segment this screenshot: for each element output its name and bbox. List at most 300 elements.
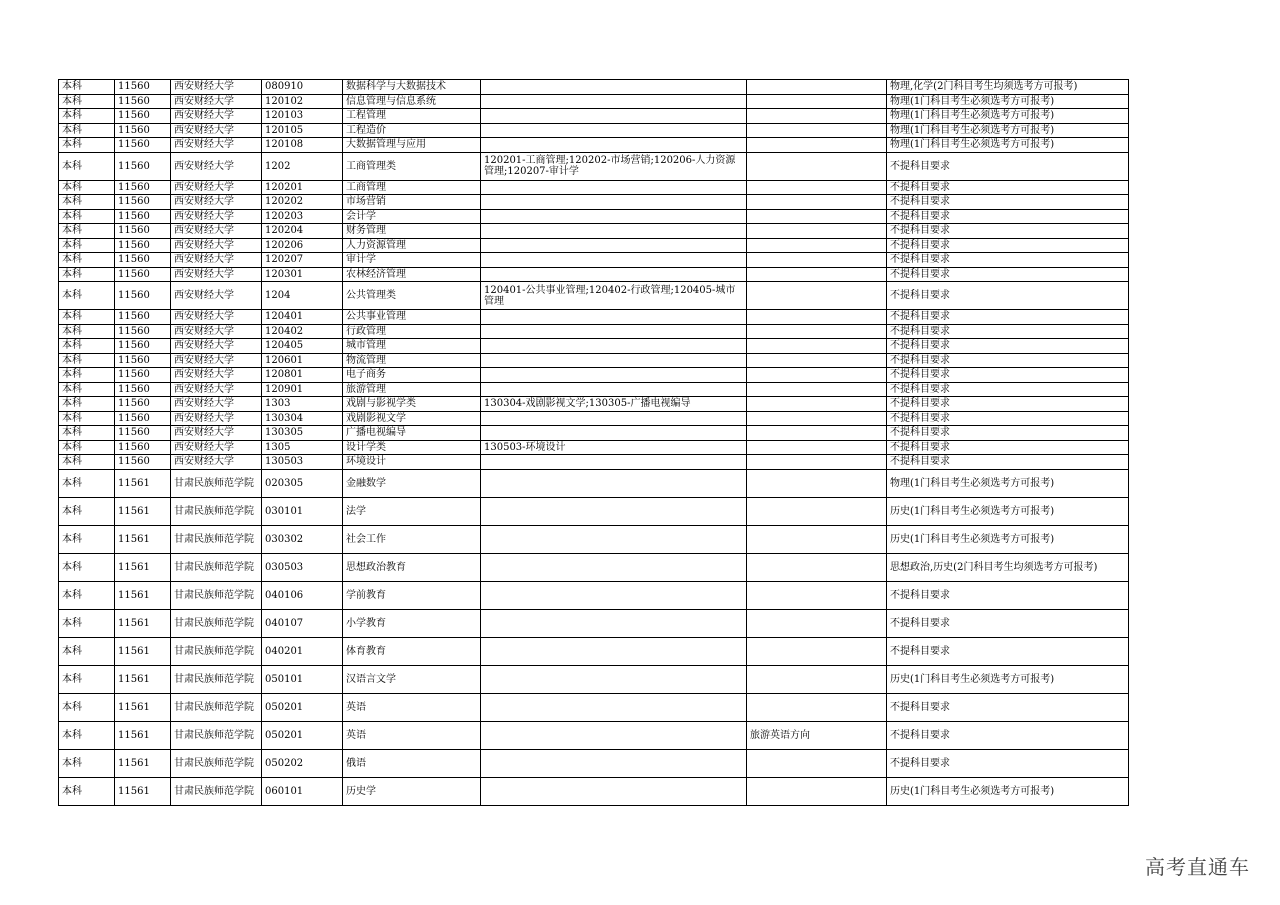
included-majors-cell [481, 426, 747, 441]
table-row [59, 224, 1129, 239]
table-row [59, 382, 1129, 397]
level-cell: 本科 [59, 138, 115, 153]
major-name-cell: 工程管理 [343, 109, 481, 124]
major-code-cell: 030503 [262, 553, 343, 581]
major-code-cell: 040106 [262, 581, 343, 609]
table-body [59, 80, 1129, 806]
table-row [59, 238, 1129, 253]
major-code-cell: 120206 [262, 238, 343, 253]
included-majors-cell [481, 721, 747, 749]
included-majors-cell [481, 609, 747, 637]
school-code-cell: 11560 [115, 310, 171, 325]
remark-cell [747, 581, 887, 609]
school-code-cell: 11560 [115, 339, 171, 354]
major-code-cell: 030302 [262, 525, 343, 553]
level-cell: 本科 [59, 368, 115, 383]
school-name-cell: 西安财经大学 [171, 426, 262, 441]
remark-cell [747, 777, 887, 805]
subject-requirement-cell: 历史(1门科目考生必须选考方可报考) [887, 777, 1129, 805]
major-name-cell: 财务管理 [343, 224, 481, 239]
school-name-cell: 西安财经大学 [171, 411, 262, 426]
subject-requirement-cell: 不提科目要求 [887, 195, 1129, 210]
major-name-cell: 市场营销 [343, 195, 481, 210]
included-majors-cell [481, 267, 747, 282]
table-row [59, 195, 1129, 210]
level-cell: 本科 [59, 382, 115, 397]
remark-cell [747, 553, 887, 581]
remark-cell [747, 209, 887, 224]
major-name-cell: 会计学 [343, 209, 481, 224]
subject-requirement-cell: 历史(1门科目考生必须选考方可报考) [887, 525, 1129, 553]
included-majors-cell [481, 138, 747, 153]
included-majors-cell [481, 180, 747, 195]
remark-cell [747, 238, 887, 253]
school-name-cell: 甘肃民族师范学院 [171, 497, 262, 525]
school-name-cell: 西安财经大学 [171, 123, 262, 138]
included-majors-cell [481, 310, 747, 325]
remark-cell [747, 94, 887, 109]
major-code-cell: 120105 [262, 123, 343, 138]
major-code-cell: 1202 [262, 152, 343, 180]
subject-requirement-cell: 不提科目要求 [887, 238, 1129, 253]
major-code-cell: 120801 [262, 368, 343, 383]
school-name-cell: 甘肃民族师范学院 [171, 637, 262, 665]
school-code-cell: 11561 [115, 777, 171, 805]
school-code-cell: 11560 [115, 382, 171, 397]
major-code-cell: 120204 [262, 224, 343, 239]
remark-cell [747, 637, 887, 665]
school-name-cell: 西安财经大学 [171, 339, 262, 354]
major-code-cell: 120402 [262, 324, 343, 339]
major-code-cell: 120202 [262, 195, 343, 210]
major-code-cell: 120103 [262, 109, 343, 124]
included-majors-cell [481, 80, 747, 95]
school-code-cell: 11560 [115, 195, 171, 210]
school-name-cell: 西安财经大学 [171, 353, 262, 368]
major-code-cell: 050201 [262, 693, 343, 721]
major-code-cell: 060101 [262, 777, 343, 805]
school-name-cell: 甘肃民族师范学院 [171, 581, 262, 609]
major-name-cell: 英语 [343, 721, 481, 749]
subject-requirement-cell: 物理(1门科目考生必须选考方可报考) [887, 109, 1129, 124]
school-name-cell: 西安财经大学 [171, 195, 262, 210]
subject-requirement-cell: 不提科目要求 [887, 637, 1129, 665]
major-name-cell: 公共事业管理 [343, 310, 481, 325]
included-majors-cell [481, 693, 747, 721]
school-code-cell: 11561 [115, 609, 171, 637]
table-row [59, 497, 1129, 525]
major-code-cell: 120405 [262, 339, 343, 354]
school-code-cell: 11560 [115, 397, 171, 412]
included-majors-cell [481, 497, 747, 525]
table-row [59, 581, 1129, 609]
subject-requirement-cell: 不提科目要求 [887, 440, 1129, 455]
school-name-cell: 西安财经大学 [171, 368, 262, 383]
major-name-cell: 戏剧影视文学 [343, 411, 481, 426]
remark-cell [747, 339, 887, 354]
remark-cell [747, 455, 887, 470]
school-code-cell: 11560 [115, 109, 171, 124]
school-code-cell: 11560 [115, 353, 171, 368]
subject-requirement-cell: 不提科目要求 [887, 749, 1129, 777]
subject-requirement-cell: 不提科目要求 [887, 180, 1129, 195]
table-row [59, 310, 1129, 325]
major-name-cell: 审计学 [343, 253, 481, 268]
subject-requirement-cell: 不提科目要求 [887, 267, 1129, 282]
remark-cell [747, 253, 887, 268]
table-row [59, 368, 1129, 383]
level-cell: 本科 [59, 469, 115, 497]
remark-cell [747, 397, 887, 412]
major-code-cell: 130503 [262, 455, 343, 470]
included-majors-cell [481, 324, 747, 339]
remark-cell [747, 382, 887, 397]
remark-cell [747, 324, 887, 339]
remark-cell [747, 152, 887, 180]
level-cell: 本科 [59, 152, 115, 180]
included-majors-cell [481, 368, 747, 383]
level-cell: 本科 [59, 497, 115, 525]
table-row [59, 339, 1129, 354]
level-cell: 本科 [59, 324, 115, 339]
table-row [59, 469, 1129, 497]
subject-requirement-cell: 不提科目要求 [887, 353, 1129, 368]
watermark: 高考直通车 [1145, 855, 1250, 879]
table-row [59, 152, 1129, 180]
major-code-cell: 120601 [262, 353, 343, 368]
major-code-cell: 040201 [262, 637, 343, 665]
school-name-cell: 甘肃民族师范学院 [171, 525, 262, 553]
level-cell: 本科 [59, 665, 115, 693]
subject-requirement-cell: 不提科目要求 [887, 397, 1129, 412]
school-name-cell: 西安财经大学 [171, 152, 262, 180]
table-row [59, 553, 1129, 581]
included-majors-cell [481, 123, 747, 138]
major-name-cell: 物流管理 [343, 353, 481, 368]
table-row [59, 665, 1129, 693]
major-code-cell: 050201 [262, 721, 343, 749]
major-name-cell: 电子商务 [343, 368, 481, 383]
included-majors-cell [481, 777, 747, 805]
major-name-cell: 学前教育 [343, 581, 481, 609]
subject-requirement-cell: 不提科目要求 [887, 324, 1129, 339]
major-code-cell: 120401 [262, 310, 343, 325]
school-code-cell: 11560 [115, 440, 171, 455]
level-cell: 本科 [59, 455, 115, 470]
subject-requirement-cell: 不提科目要求 [887, 721, 1129, 749]
major-code-cell: 120102 [262, 94, 343, 109]
school-code-cell: 11561 [115, 693, 171, 721]
school-code-cell: 11560 [115, 368, 171, 383]
level-cell: 本科 [59, 426, 115, 441]
school-code-cell: 11560 [115, 152, 171, 180]
major-name-cell: 环境设计 [343, 455, 481, 470]
major-code-cell: 050101 [262, 665, 343, 693]
remark-cell [747, 609, 887, 637]
major-code-cell: 040107 [262, 609, 343, 637]
level-cell: 本科 [59, 339, 115, 354]
school-code-cell: 11560 [115, 455, 171, 470]
level-cell: 本科 [59, 253, 115, 268]
major-name-cell: 数据科学与大数据技术 [343, 80, 481, 95]
subject-requirement-cell: 不提科目要求 [887, 282, 1129, 310]
remark-cell [747, 469, 887, 497]
table-row [59, 693, 1129, 721]
major-code-cell: 1305 [262, 440, 343, 455]
level-cell: 本科 [59, 749, 115, 777]
school-code-cell: 11560 [115, 426, 171, 441]
remark-cell [747, 368, 887, 383]
table-row [59, 455, 1129, 470]
remark-cell [747, 267, 887, 282]
major-code-cell: 120901 [262, 382, 343, 397]
table-row [59, 721, 1129, 749]
included-majors-cell [481, 253, 747, 268]
school-name-cell: 西安财经大学 [171, 440, 262, 455]
school-code-cell: 11561 [115, 581, 171, 609]
table-row [59, 637, 1129, 665]
school-name-cell: 西安财经大学 [171, 80, 262, 95]
school-code-cell: 11561 [115, 637, 171, 665]
school-code-cell: 11561 [115, 665, 171, 693]
school-name-cell: 西安财经大学 [171, 109, 262, 124]
major-name-cell: 戏剧与影视学类 [343, 397, 481, 412]
school-name-cell: 西安财经大学 [171, 455, 262, 470]
level-cell: 本科 [59, 80, 115, 95]
school-name-cell: 西安财经大学 [171, 94, 262, 109]
remark-cell [747, 440, 887, 455]
subject-requirement-cell: 不提科目要求 [887, 368, 1129, 383]
school-name-cell: 西安财经大学 [171, 397, 262, 412]
subject-requirement-cell: 历史(1门科目考生必须选考方可报考) [887, 497, 1129, 525]
included-majors-cell [481, 353, 747, 368]
remark-cell: 旅游英语方向 [747, 721, 887, 749]
major-code-cell: 080910 [262, 80, 343, 95]
subject-requirement-cell: 物理(1门科目考生必须选考方可报考) [887, 123, 1129, 138]
level-cell: 本科 [59, 109, 115, 124]
remark-cell [747, 310, 887, 325]
school-name-cell: 西安财经大学 [171, 310, 262, 325]
school-code-cell: 11560 [115, 123, 171, 138]
school-code-cell: 11561 [115, 525, 171, 553]
table-row [59, 324, 1129, 339]
table-row [59, 777, 1129, 805]
subject-requirement-cell: 不提科目要求 [887, 426, 1129, 441]
school-code-cell: 11561 [115, 497, 171, 525]
subject-requirement-cell: 不提科目要求 [887, 455, 1129, 470]
included-majors-cell [481, 224, 747, 239]
subject-requirement-cell: 物理(1门科目考生必须选考方可报考) [887, 94, 1129, 109]
major-name-cell: 设计学类 [343, 440, 481, 455]
school-name-cell: 甘肃民族师范学院 [171, 721, 262, 749]
included-majors-cell [481, 382, 747, 397]
major-code-cell: 050202 [262, 749, 343, 777]
level-cell: 本科 [59, 267, 115, 282]
level-cell: 本科 [59, 440, 115, 455]
school-name-cell: 西安财经大学 [171, 382, 262, 397]
major-name-cell: 工商管理类 [343, 152, 481, 180]
table-row [59, 411, 1129, 426]
major-code-cell: 120203 [262, 209, 343, 224]
table-row [59, 426, 1129, 441]
school-name-cell: 西安财经大学 [171, 267, 262, 282]
school-code-cell: 11561 [115, 469, 171, 497]
major-name-cell: 小学教育 [343, 609, 481, 637]
school-name-cell: 甘肃民族师范学院 [171, 749, 262, 777]
included-majors-cell: 120201-工商管理;120202-市场营销;120206-人力资源管理;120207-审计学 [481, 152, 747, 180]
remark-cell [747, 497, 887, 525]
included-majors-cell: 120401-公共事业管理;120402-行政管理;120405-城市管理 [481, 282, 747, 310]
school-code-cell: 11560 [115, 238, 171, 253]
school-name-cell: 西安财经大学 [171, 209, 262, 224]
included-majors-cell [481, 665, 747, 693]
table-row [59, 109, 1129, 124]
table-row [59, 353, 1129, 368]
major-name-cell: 信息管理与信息系统 [343, 94, 481, 109]
level-cell: 本科 [59, 224, 115, 239]
remark-cell [747, 693, 887, 721]
level-cell: 本科 [59, 310, 115, 325]
school-code-cell: 11560 [115, 209, 171, 224]
school-name-cell: 西安财经大学 [171, 138, 262, 153]
major-code-cell: 020305 [262, 469, 343, 497]
subject-requirement-cell: 物理(1门科目考生必须选考方可报考) [887, 138, 1129, 153]
table-row [59, 138, 1129, 153]
level-cell: 本科 [59, 238, 115, 253]
school-code-cell: 11560 [115, 224, 171, 239]
major-name-cell: 大数据管理与应用 [343, 138, 481, 153]
included-majors-cell: 130503-环境设计 [481, 440, 747, 455]
major-name-cell: 英语 [343, 693, 481, 721]
level-cell: 本科 [59, 777, 115, 805]
school-code-cell: 11560 [115, 138, 171, 153]
school-code-cell: 11560 [115, 180, 171, 195]
school-name-cell: 西安财经大学 [171, 224, 262, 239]
level-cell: 本科 [59, 282, 115, 310]
major-name-cell: 人力资源管理 [343, 238, 481, 253]
level-cell: 本科 [59, 609, 115, 637]
included-majors-cell [481, 109, 747, 124]
major-name-cell: 汉语言文学 [343, 665, 481, 693]
table-row [59, 253, 1129, 268]
table-row [59, 180, 1129, 195]
school-code-cell: 11560 [115, 411, 171, 426]
table-row [59, 525, 1129, 553]
included-majors-cell [481, 94, 747, 109]
school-code-cell: 11561 [115, 553, 171, 581]
school-name-cell: 甘肃民族师范学院 [171, 469, 262, 497]
major-code-cell: 120108 [262, 138, 343, 153]
table-row [59, 267, 1129, 282]
subject-requirement-cell: 不提科目要求 [887, 693, 1129, 721]
school-name-cell: 西安财经大学 [171, 253, 262, 268]
major-name-cell: 广播电视编导 [343, 426, 481, 441]
major-name-cell: 思想政治教育 [343, 553, 481, 581]
included-majors-cell [481, 581, 747, 609]
major-name-cell: 俄语 [343, 749, 481, 777]
remark-cell [747, 665, 887, 693]
level-cell: 本科 [59, 209, 115, 224]
school-code-cell: 11560 [115, 267, 171, 282]
included-majors-cell [481, 525, 747, 553]
table-row [59, 609, 1129, 637]
school-name-cell: 甘肃民族师范学院 [171, 665, 262, 693]
remark-cell [747, 180, 887, 195]
included-majors-cell [481, 195, 747, 210]
major-code-cell: 030101 [262, 497, 343, 525]
major-name-cell: 公共管理类 [343, 282, 481, 310]
major-name-cell: 工程造价 [343, 123, 481, 138]
remark-cell [747, 282, 887, 310]
level-cell: 本科 [59, 397, 115, 412]
level-cell: 本科 [59, 94, 115, 109]
subject-requirement-cell: 不提科目要求 [887, 382, 1129, 397]
school-code-cell: 11560 [115, 80, 171, 95]
remark-cell [747, 353, 887, 368]
subject-requirement-cell: 不提科目要求 [887, 339, 1129, 354]
remark-cell [747, 109, 887, 124]
subject-requirement-cell: 不提科目要求 [887, 411, 1129, 426]
subject-requirement-cell: 历史(1门科目考生必须选考方可报考) [887, 665, 1129, 693]
school-name-cell: 西安财经大学 [171, 238, 262, 253]
major-code-cell: 130305 [262, 426, 343, 441]
table-row [59, 397, 1129, 412]
school-name-cell: 甘肃民族师范学院 [171, 553, 262, 581]
major-name-cell: 行政管理 [343, 324, 481, 339]
table-row [59, 282, 1129, 310]
school-name-cell: 西安财经大学 [171, 282, 262, 310]
remark-cell [747, 749, 887, 777]
included-majors-cell [481, 339, 747, 354]
level-cell: 本科 [59, 123, 115, 138]
school-name-cell: 甘肃民族师范学院 [171, 777, 262, 805]
subject-requirement-cell: 不提科目要求 [887, 310, 1129, 325]
enrollment-table [58, 79, 1129, 806]
level-cell: 本科 [59, 180, 115, 195]
subject-requirement-cell: 不提科目要求 [887, 581, 1129, 609]
major-name-cell: 农林经济管理 [343, 267, 481, 282]
school-name-cell: 甘肃民族师范学院 [171, 609, 262, 637]
table-row [59, 94, 1129, 109]
school-code-cell: 11561 [115, 721, 171, 749]
subject-requirement-cell: 不提科目要求 [887, 253, 1129, 268]
included-majors-cell [481, 469, 747, 497]
level-cell: 本科 [59, 693, 115, 721]
major-name-cell: 体育教育 [343, 637, 481, 665]
level-cell: 本科 [59, 353, 115, 368]
included-majors-cell [481, 455, 747, 470]
table-row [59, 123, 1129, 138]
remark-cell [747, 195, 887, 210]
school-name-cell: 西安财经大学 [171, 180, 262, 195]
school-code-cell: 11560 [115, 94, 171, 109]
table-row [59, 749, 1129, 777]
included-majors-cell [481, 238, 747, 253]
level-cell: 本科 [59, 525, 115, 553]
remark-cell [747, 411, 887, 426]
school-name-cell: 甘肃民族师范学院 [171, 693, 262, 721]
major-code-cell: 120207 [262, 253, 343, 268]
remark-cell [747, 138, 887, 153]
subject-requirement-cell: 不提科目要求 [887, 152, 1129, 180]
subject-requirement-cell: 不提科目要求 [887, 224, 1129, 239]
major-code-cell: 1303 [262, 397, 343, 412]
subject-requirement-cell: 物理,化学(2门科目考生均须选考方可报考) [887, 80, 1129, 95]
table-row [59, 440, 1129, 455]
level-cell: 本科 [59, 553, 115, 581]
major-name-cell: 金融数学 [343, 469, 481, 497]
level-cell: 本科 [59, 637, 115, 665]
